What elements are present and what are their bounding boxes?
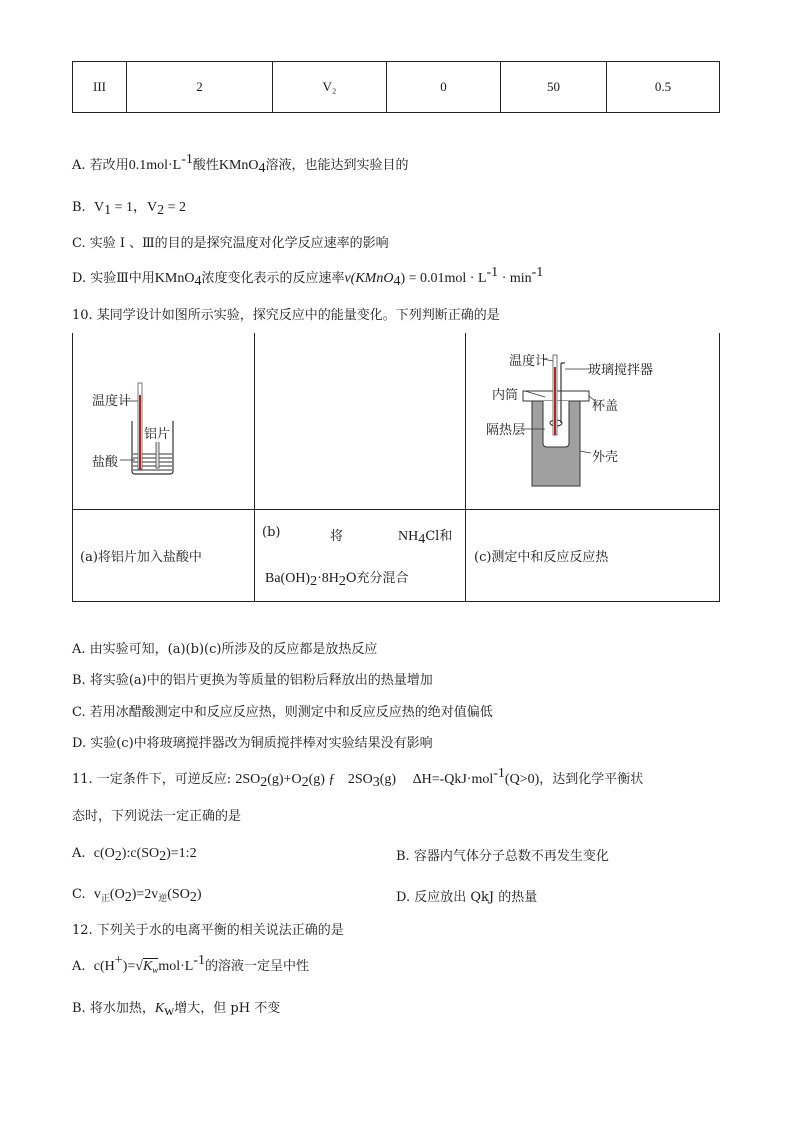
q10-option-a: A. 由实验可知，(a)(b)(c)所涉及的反应都是放热反应 bbox=[72, 642, 378, 657]
q9-option-b: B. $V_1 = 1$，$V_2 = 2$ bbox=[72, 200, 187, 218]
caption-b-line1: (b) 将 $NH_4Cl$和 bbox=[262, 525, 453, 547]
q11-stem-line1: 11. 一定条件下，可逆反应: $2SO_2(g)+O_2(g)$ ƒ $2SO_3(g)$ ΔH=-QkJ·mol$^{-1}$(Q>0)，达到化学平衡状 bbox=[72, 766, 644, 790]
label-thermometer-c: 温度计 bbox=[509, 354, 549, 369]
q10-option-d: D. 实验(c)中将玻璃搅拌器改为铜质搅拌棒对实验结果没有影响 bbox=[72, 736, 433, 751]
q12-stem: 12. 下列关于水的电离平衡的相关说法正确的是 bbox=[72, 923, 344, 938]
table-row bbox=[73, 62, 720, 113]
q10-option-b: B. 将实验(a)中的铝片更换为等质量的铝粉后释放出的热量增加 bbox=[72, 673, 433, 688]
table-cell: 50 bbox=[501, 62, 607, 113]
table-cell: 0 bbox=[387, 62, 501, 113]
caption-c: (c)测定中和反应反应热 bbox=[474, 550, 609, 565]
label-outer-shell: 外壳 bbox=[592, 450, 619, 465]
q9-option-d: D. 实验Ⅲ中用KMnO$_4$浓度变化表示的反应速率v(KMnO$_4$) = $0.01mol \cdot L^{-1} \cdot \min^{-1}$ bbox=[72, 265, 544, 289]
label-glass-stirrer: 玻璃搅拌器 bbox=[588, 363, 654, 378]
label-aluminum: 铝片 bbox=[144, 423, 170, 442]
q9-option-a: A. 若改用$0.1mol\cdot L^{-1}$酸性KMnO$_4$溶液，也能达到实验目的 bbox=[72, 152, 409, 176]
table-cell: III bbox=[73, 62, 127, 113]
q11-option-a: A. $c(O_2):c(SO_2)=1:2$ bbox=[72, 846, 197, 864]
table-cell: 2 bbox=[127, 62, 273, 113]
caption-a: (a)将铝片加入盐酸中 bbox=[80, 550, 202, 565]
experiment-table-top bbox=[72, 61, 720, 113]
q10-option-c: C. 若用冰醋酸测定中和反应反应热，则测定中和反应反应热的绝对值偏低 bbox=[72, 705, 493, 720]
q11-option-d: D. 反应放出 QkJ 的热量 bbox=[396, 890, 538, 905]
experiment-figure-table bbox=[72, 333, 720, 602]
q11-option-b: B. 容器内气体分子总数不再发生变化 bbox=[396, 849, 609, 864]
label-lid: 杯盖 bbox=[592, 399, 619, 414]
q12-option-a: A. $c(H^+)=√K_wmol\cdot L^{-1}$的溶液一定呈中性 bbox=[72, 953, 309, 975]
figure-a-beaker bbox=[72, 333, 254, 509]
caption-b-line2: $Ba(OH)_2\cdot 8H_2O$充分混合 bbox=[265, 571, 409, 589]
table-cell: V₂ bbox=[273, 62, 387, 113]
q11-option-c: C. $v_正(O_2)=2v_逆(SO_2)$ bbox=[72, 887, 202, 905]
q12-option-b: B. 将水加热，$K_w$增大，但 pH 不变 bbox=[72, 1001, 281, 1019]
q10-stem: 10. 某同学设计如图所示实验，探究反应中的能量变化。下列判断正确的是 bbox=[72, 308, 500, 323]
table-cell: 0.5 bbox=[607, 62, 720, 113]
sqrt-sign: √ bbox=[135, 959, 143, 974]
sqrt-radicand: $K_w$ bbox=[142, 959, 159, 975]
label-inner-cup: 内筒 bbox=[492, 388, 519, 403]
label-thermometer-a: 温度计 bbox=[92, 394, 132, 409]
q9-option-c: C. 实验 Ⅰ 、Ⅲ的目的是探究温度对化学反应速率的影响 bbox=[72, 236, 389, 251]
q11-stem-line2: 态时，下列说法一定正确的是 bbox=[72, 809, 242, 824]
label-hydrochloric-acid: 盐酸 bbox=[92, 455, 119, 470]
label-insulation: 隔热层 bbox=[486, 423, 526, 438]
